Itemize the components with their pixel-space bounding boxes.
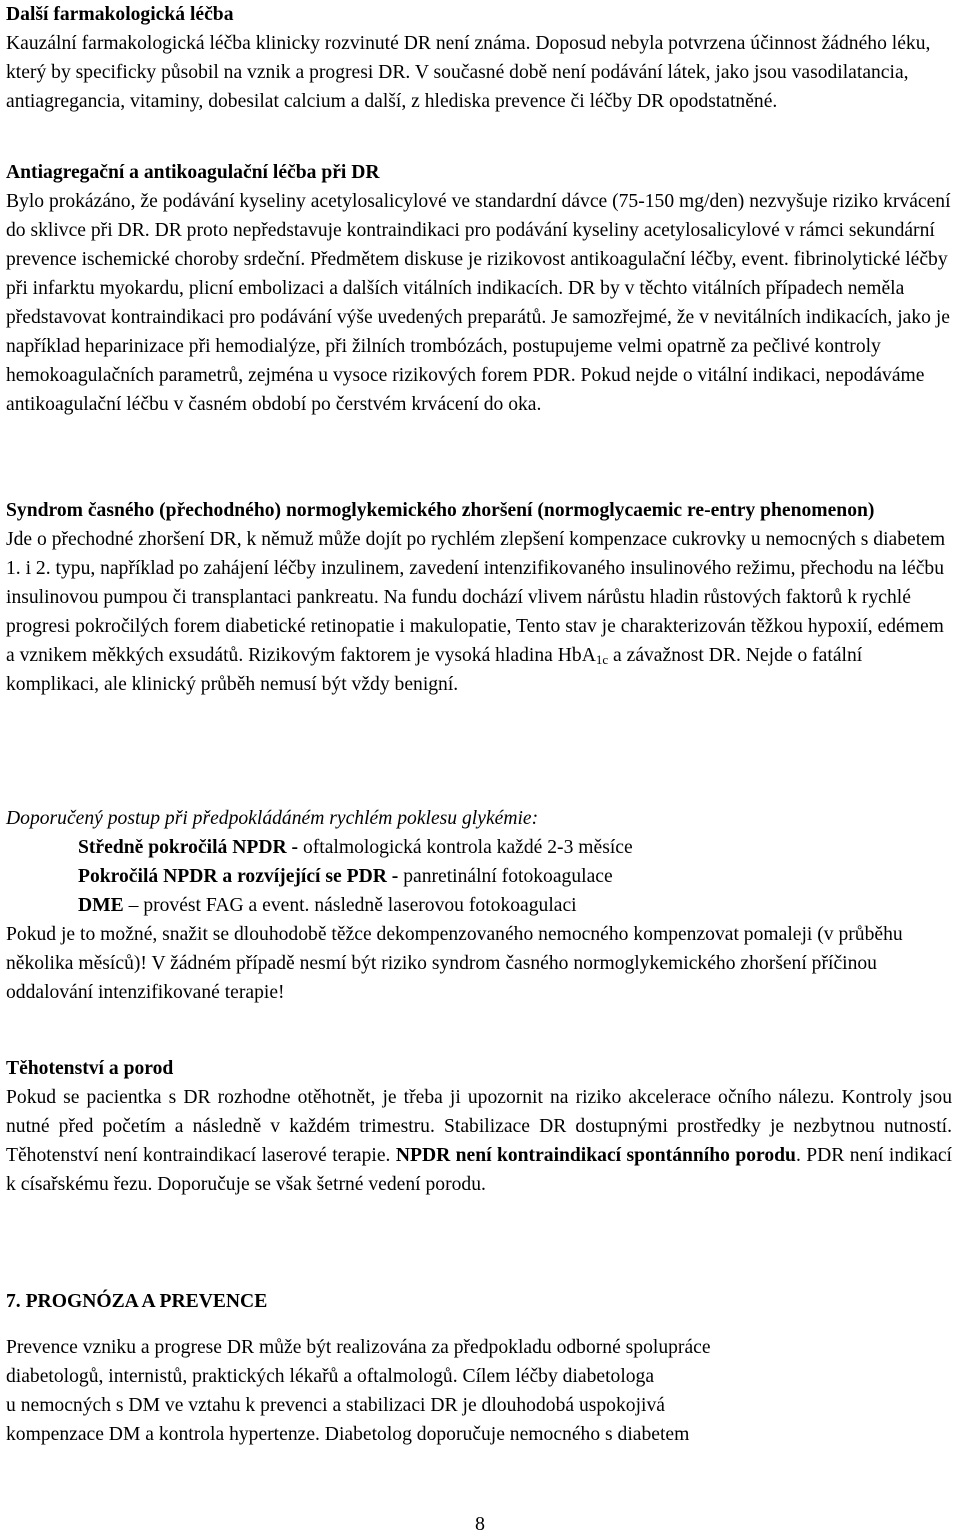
page-number: 8 bbox=[475, 1513, 485, 1535]
tehotenstvi-bold: NPDR není kontraindikací spontánního porodu bbox=[395, 1145, 796, 1166]
section-antiagregacni bbox=[6, 158, 952, 419]
recommendation-item bbox=[6, 891, 952, 920]
recommendation-item bbox=[6, 833, 952, 862]
hba1c-subscript: 1c bbox=[595, 652, 609, 667]
prognoza-line: u nemocných s DM ve vztahu k prevenci a stabilizaci DR je dlouhodobá uspokojivá bbox=[6, 1395, 665, 1416]
prognoza-line: Prevence vzniku a progrese DR může být realizována za předpokladu odborné spolupráce bbox=[6, 1337, 711, 1358]
recommendation-label: Středně pokročilá NPDR - bbox=[78, 837, 299, 858]
recommendation-text: oftalmologická kontrola každé 2-3 měsíce bbox=[298, 837, 633, 858]
recommendation-label: Pokročilá NPDR a rozvíjející se PDR - bbox=[78, 866, 399, 887]
paragraph-doporuceny: Pokud je to možné, snažit se dlouhodobě těžce dekompenzovaného nemocného kompenzovat pomaleji (v průběhu několika měsíců)! V žádném případě nesmí být riziko syndrom časného normoglykemického zhoršení příčinou oddalování intenzifikované terapie! bbox=[6, 924, 903, 1003]
section-tehotenstvi bbox=[6, 1054, 952, 1199]
section-prognoza-body bbox=[6, 1333, 952, 1449]
recommendation-text: panretinální fotokoagulace bbox=[398, 866, 613, 887]
section-syndrom bbox=[6, 496, 952, 699]
recommendation-label: DME bbox=[78, 895, 124, 916]
heading-tehotenstvi: Těhotenství a porod bbox=[6, 1058, 174, 1079]
heading-antiagregacni: Antiagregační a antikoagulační léčba při DR bbox=[6, 162, 380, 183]
recommendation-item bbox=[6, 862, 952, 891]
syndrom-text-1: Jde o přechodné zhoršení DR, k němuž může dojít po rychlém zlepšení kompenzace cukrovky u nemocných s diabetem 1. i 2. typu, například po zahájení léčby inzulinem, zavedení intenzifikovaného insulinového režimu, přechodu na léčbu insulinovou pumpou či transplantaci pankreatu. Na fundu dochází vlivem nárůstu hladin růstových faktorů k rychlé progresi pokročilých forem diabetické retinopatie i makulopatie, Tento stav je charakterizován těžkou hypoxií, edémem a vznikem měkkých exsudátů. Rizikovým faktorem je vysoká hladina HbA bbox=[6, 529, 946, 666]
heading-doporuceny: Doporučený postup při předpokládáném rychlém poklesu glykémie: bbox=[6, 808, 539, 829]
paragraph-tehotenstvi bbox=[6, 1083, 952, 1199]
prognoza-line: kompenzace DM a kontrola hypertenze. Diabetolog doporučuje nemocného s diabetem bbox=[6, 1424, 690, 1445]
heading-syndrom: Syndrom časného (přechodného) normoglykemického zhoršení (normoglycaemic re-entry phenomenon) bbox=[6, 500, 875, 521]
tehotenstvi-text-2: . PDR není indikací k císařskému řezu. Doporučuje se však šetrné vedení porodu. bbox=[6, 1145, 952, 1195]
section-prognoza bbox=[6, 1287, 952, 1316]
heading-prognoza: 7. PROGNÓZA A PREVENCE bbox=[6, 1291, 268, 1312]
syndrom-text-2: a závažnost DR. Nejde o fatální komplikaci, ale klinický průběh nemusí být vždy benigní. bbox=[6, 645, 863, 695]
paragraph-syndrom bbox=[6, 525, 952, 699]
paragraph-dalsi: Kauzální farmakologická léčba klinicky rozvinuté DR není známa. Doposud nebyla potvrzena účinnost žádného léku, který by specificky působil na vznik a progresi DR. V současné době není podávání látek, jako jsou vasodilatancia, antiagregancia, vitaminy, dobesilat calcium a další, z hlediska prevence či léčby DR opodstatněné. bbox=[6, 33, 931, 112]
tehotenstvi-text-1: Pokud se pacientka s DR rozhodne otěhotnět, je třeba ji upozornit na riziko akcelerace očního nálezu. Kontroly jsou nutné před početím a následně v každém trimestru. Stabilizace DR dostupnými prostředky je nezbytnou nutností. Těhotenství není kontraindikací laserové terapie. bbox=[6, 1087, 952, 1166]
prognoza-line: diabetologů, internistů, praktických lékařů a oftalmologů. Cílem léčby diabetologa bbox=[6, 1366, 655, 1387]
section-dalsi bbox=[6, 0, 952, 116]
paragraph-antiagregacni: Bylo prokázáno, že podávání kyseliny acetylosalicylové ve standardní dávce (75-150 mg/den) nezvyšuje riziko krvácení do sklivce při DR. DR proto nepředstavuje kontraindikaci pro podávání kyseliny acetylosalicylové v rámci sekundární prevence ischemické choroby srdeční. Předmětem diskuse je rizikovost antikoagulační léčby, event. fibrinolytické léčby při infarktu myokardu, plicní embolizaci a dalších vitálních indikacích. DR by v těchto vitálních případech neměla představovat kontraindikaci pro podávání výše uvedených preparátů. Je samozřejmé, že v nevitálních indikacích, jako je například heparinizace při hemodialýze, při žilních trombózách, postupujeme velmi opatrně za pečlivé kontroly hemokoagulačních parametrů, zejména u vysoce rizikových forem PDR. Pokud nejde o vitální indikaci, nepodáváme antikoagulační léčbu v časném období po čerstvém krvácení do oka. bbox=[6, 191, 951, 415]
section-doporuceny bbox=[6, 804, 952, 1007]
recommendation-text: – provést FAG a event. následně laserovou fotokoagulaci bbox=[123, 895, 577, 916]
heading-dalsi: Další farmakologická léčba bbox=[6, 4, 234, 25]
